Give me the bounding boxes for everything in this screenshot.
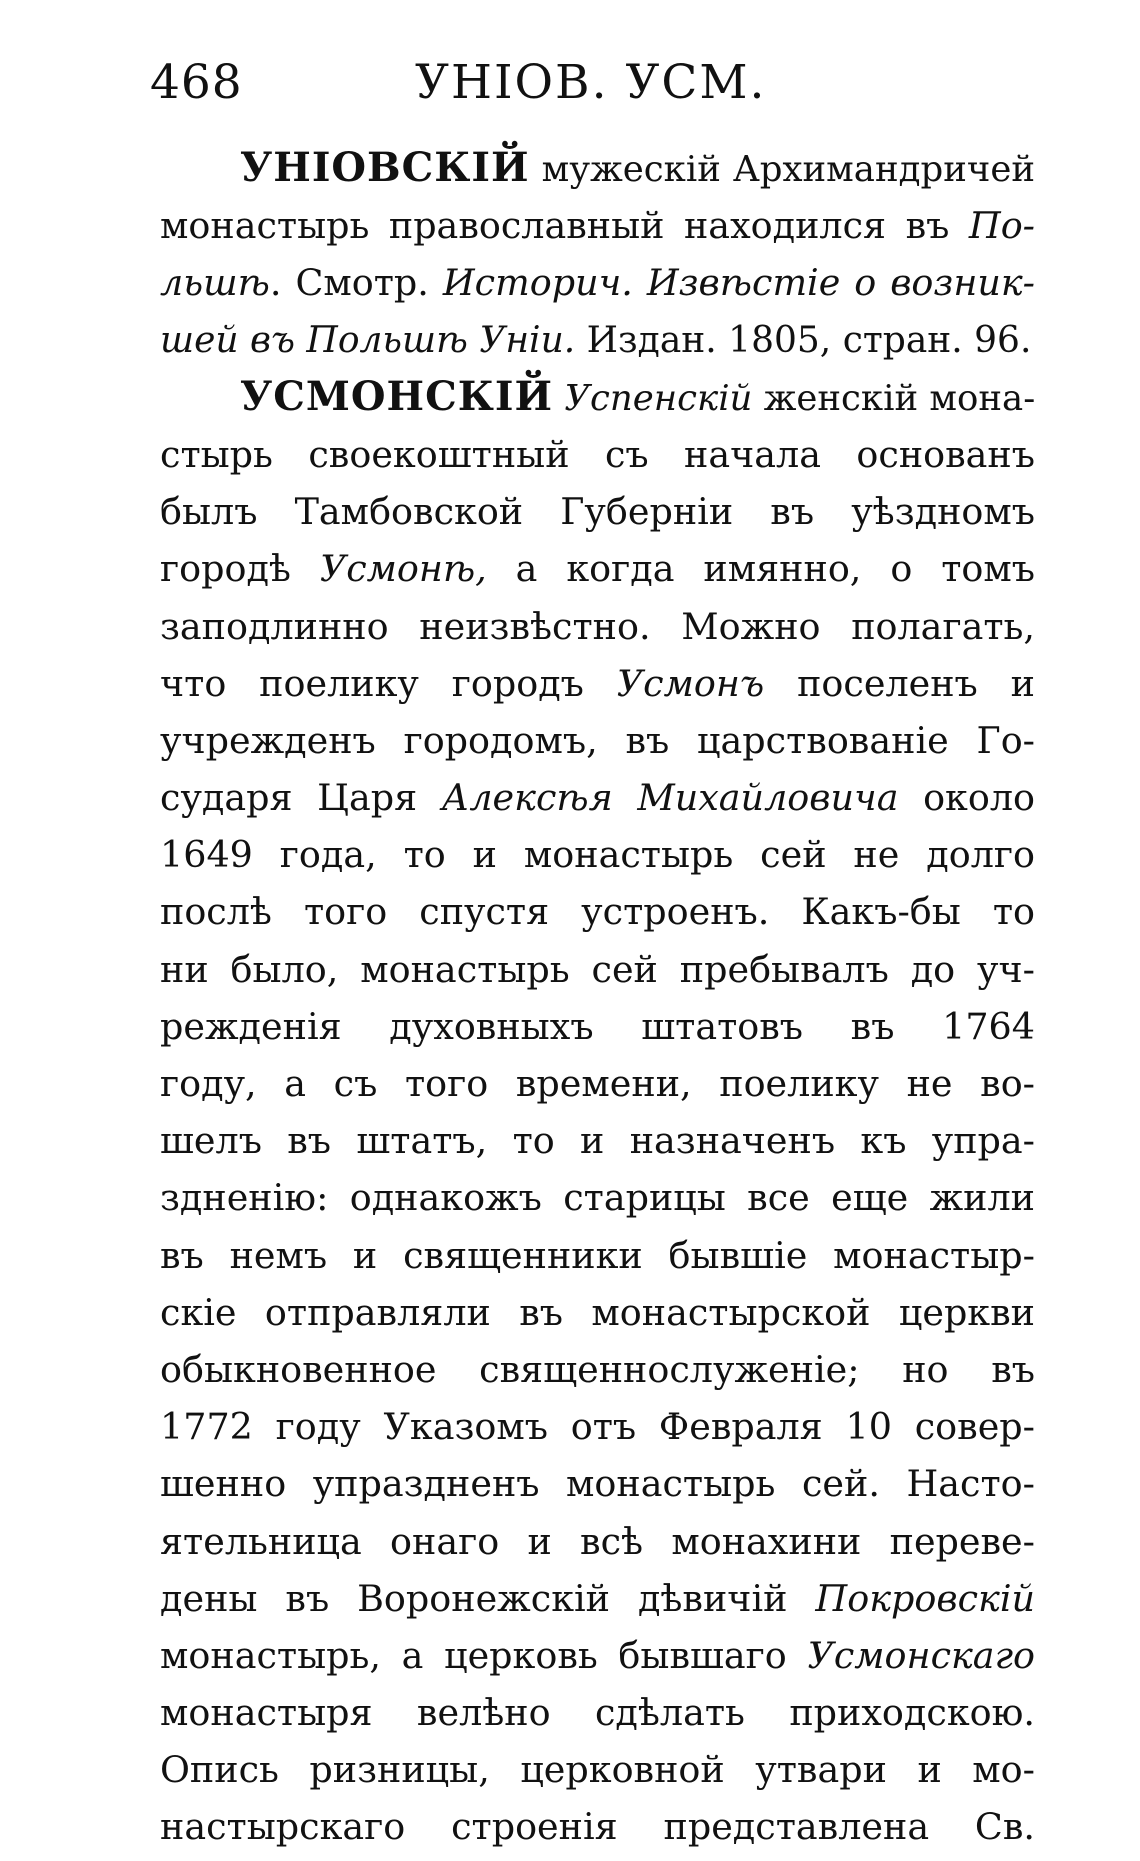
running-head: УНІОВ. УСМ. (415, 55, 767, 110)
italic-text: Покровскій (815, 1576, 1035, 1620)
text-line (160, 598, 1035, 655)
text-run: 1772 году Указомъ отъ Февраля 10 совер- (160, 1405, 1035, 1449)
text-line (160, 426, 1035, 483)
text-line (160, 1055, 1035, 1112)
text-run: былъ Тамбовской Губерніи въ уѣздномъ (160, 490, 1035, 534)
text-line (160, 1455, 1035, 1512)
text-run: здненію: однакожъ старицы все еще жили (160, 1176, 1035, 1220)
text-run: монастырь православный находился въ (160, 204, 969, 248)
text-line (160, 1798, 1035, 1855)
text-run: настырскаго строенія представлена Св. (160, 1805, 1035, 1849)
text-run: году, а съ того времени, поелику не во- (160, 1062, 1035, 1105)
text-run (553, 378, 564, 419)
text-line (160, 1513, 1035, 1570)
italic-text: шей въ Польшѣ Уніи. (160, 319, 576, 361)
text-run: 1649 года, то и монастырь сей не долго (160, 833, 1035, 877)
text-run: Опись ризницы, церковной утвари и мо- (160, 1748, 1035, 1792)
text-line (160, 369, 1035, 426)
text-run: скіе отправляли въ монастырской церкви (160, 1290, 1035, 1334)
italic-text: По- (968, 204, 1035, 248)
text-line (160, 1684, 1035, 1741)
italic-text: Историч. Извѣстіе о возник- (442, 261, 1035, 305)
text-line (160, 254, 1035, 311)
text-run: городѣ (160, 547, 320, 591)
text-run: шенно упраздненъ монастырь сей. Насто- (160, 1462, 1035, 1506)
page-header (150, 48, 1030, 118)
text-run: сударя Царя (160, 776, 442, 820)
entry-headword: УСМОНСКІЙ (240, 373, 554, 420)
italic-text: Усмонскаго (807, 1633, 1035, 1677)
text-line (160, 540, 1035, 597)
text-run: стырь своекоштный съ начала основанъ (160, 432, 1035, 476)
text-run: режденія духовныхъ штатовъ въ 1764 (160, 1004, 1035, 1048)
text-run: обыкновенное священнослуженіе; но въ (160, 1347, 1035, 1391)
text-line (160, 1112, 1035, 1169)
text-line (160, 197, 1035, 254)
entry-headword: УНІОВСКІЙ (240, 145, 530, 191)
text-run: учрежденъ городомъ, въ царствованіе Го- (160, 718, 1035, 762)
text-run: заподлинно неизвѣстно. Можно полагать, (160, 604, 1035, 648)
text-line (160, 140, 1035, 197)
text-run: поселенъ и (764, 661, 1035, 705)
text-run: мужескій Архимандричей (529, 149, 1035, 190)
text-line (160, 1741, 1035, 1798)
text-run: Издан. 1805, стран. 96. (575, 319, 1032, 361)
text-run: въ немъ и священники бывшіе монастыр- (160, 1233, 1035, 1277)
text-line (160, 1284, 1035, 1341)
text-run: монастырь, а церковь бывшаго (160, 1633, 808, 1677)
article-text (160, 140, 1035, 1856)
text-line (160, 312, 1035, 369)
text-run: . Смотр. (269, 261, 443, 305)
italic-text: Успенскій (564, 377, 753, 419)
text-run: ятельница онаго и всѣ монахини переве- (160, 1519, 1035, 1563)
text-run: а когда имянно, о томъ (486, 547, 1035, 591)
italic-text: Алексѣя Михайловича (441, 776, 899, 820)
italic-text: Усмонъ (616, 661, 765, 705)
text-line (160, 712, 1035, 769)
text-line (160, 883, 1035, 940)
page-number: 468 (150, 55, 243, 110)
text-line (160, 655, 1035, 712)
text-run: около (898, 776, 1036, 820)
text-line (160, 1341, 1035, 1398)
text-line (160, 1169, 1035, 1226)
text-line (160, 483, 1035, 540)
text-run: шелъ въ штатъ, то и назначенъ къ упра- (160, 1119, 1035, 1163)
text-line (160, 1398, 1035, 1455)
text-run: что поелику городъ (160, 661, 617, 705)
text-line (160, 1227, 1035, 1284)
text-line (160, 1570, 1035, 1627)
text-run: дены въ Воронежскій дѣвичій (160, 1576, 816, 1620)
text-line (160, 826, 1035, 883)
text-line (160, 1627, 1035, 1684)
text-run: монастыря велѣно сдѣлать приходскою. (160, 1691, 1035, 1735)
text-run: ни было, монастырь сей пребывалъ до уч- (160, 947, 1035, 991)
text-run: женскій мона- (752, 377, 1036, 419)
text-line (160, 998, 1035, 1055)
text-line (160, 941, 1035, 998)
text-line (160, 769, 1035, 826)
italic-text: льшѣ (160, 261, 270, 305)
text-run: послѣ того спустя устроенъ. Какъ-бы то (160, 890, 1035, 934)
italic-text: Усмонѣ, (319, 547, 487, 591)
